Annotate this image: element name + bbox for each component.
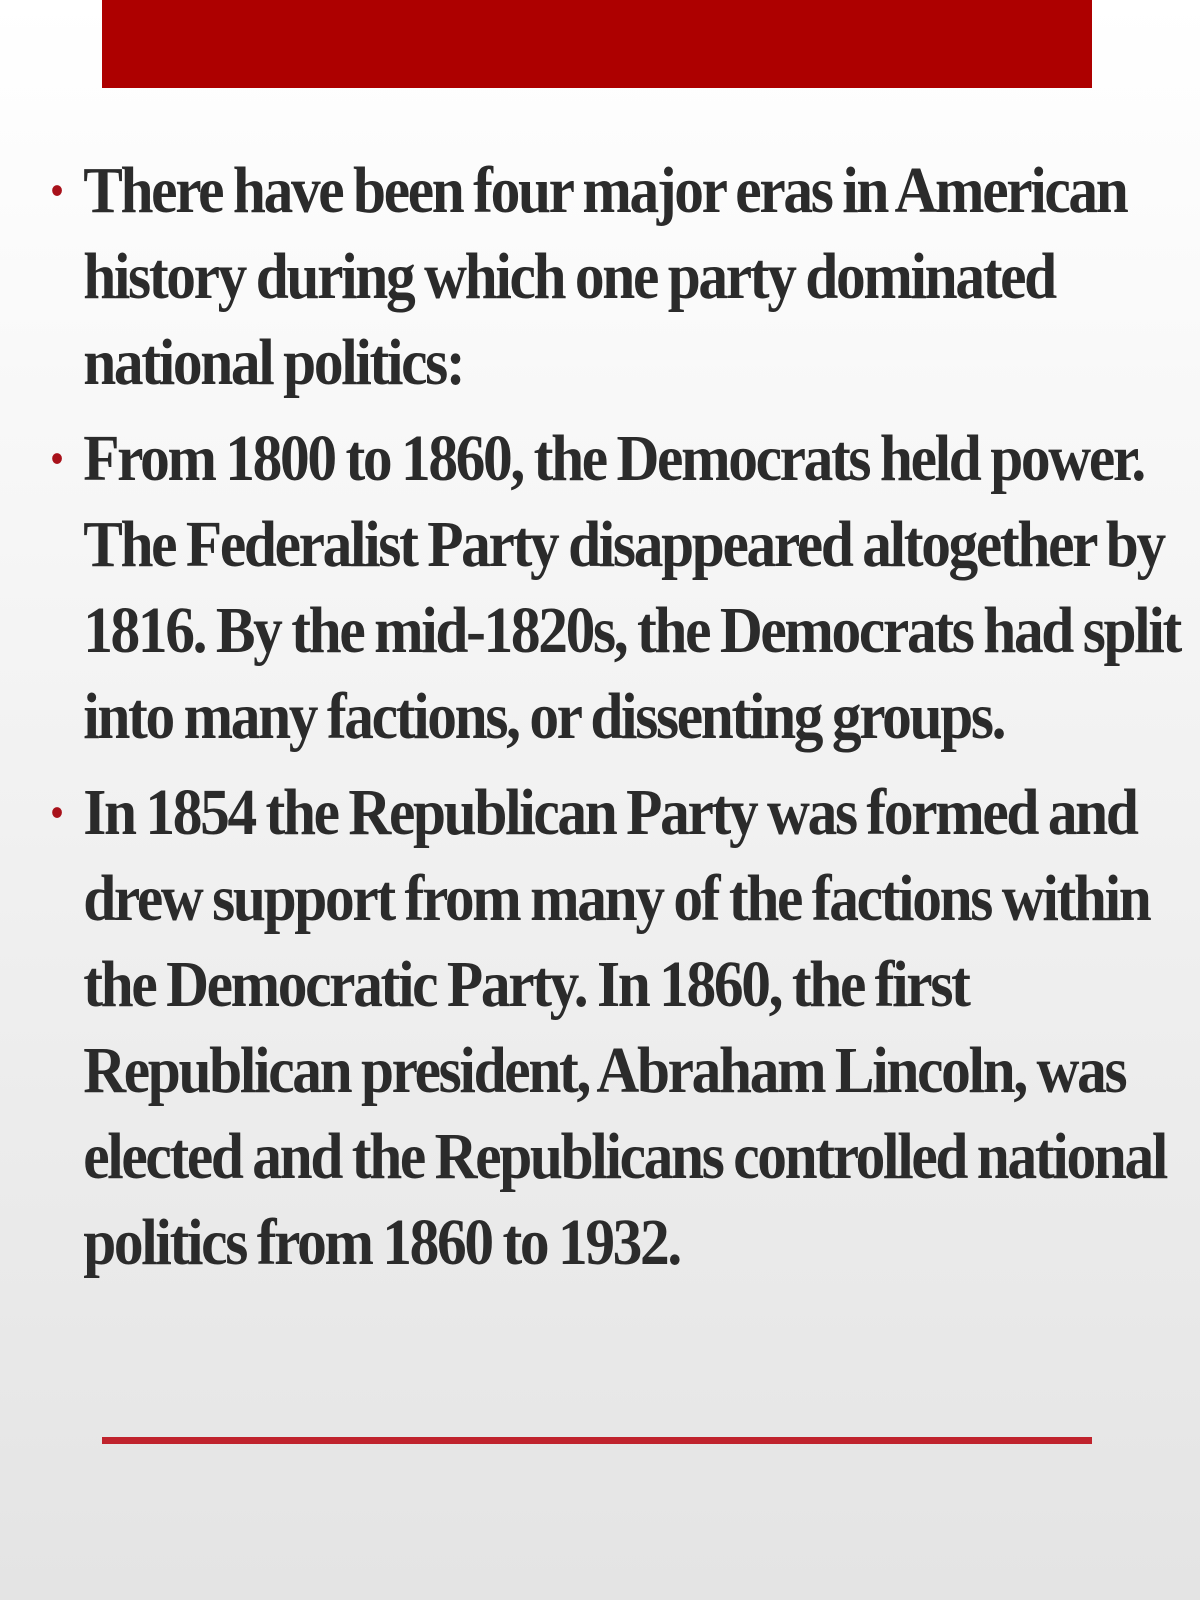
bullet-list	[40, 148, 1180, 1286]
title-bar	[102, 0, 1092, 88]
bullet-text: In 1854 the Republican Party was formed and drew support from many of the factions within the Democratic Party. In 1860, the first Republican president, Abraham Lincoln, was elected and the Republicans controlled national politics from 1860 to 1932.	[83, 776, 1167, 1279]
bullet-icon: •	[50, 436, 64, 481]
bullet-item	[40, 770, 1199, 1286]
bullet-icon: •	[50, 790, 64, 835]
bullet-text: There have been four major eras in American history during which one party dominated national politics:	[83, 154, 1127, 399]
footer-divider	[102, 1437, 1092, 1444]
bullet-text: From 1800 to 1860, the Democrats held power. The Federalist Party disappeared altogether by 1816. By the mid-1820s, the Democrats had split into many factions, or dissenting groups.	[83, 422, 1180, 753]
bullet-icon: •	[50, 168, 64, 213]
bullet-item	[40, 416, 1199, 760]
bullet-item	[40, 148, 1199, 406]
slide-content	[40, 148, 1180, 1296]
